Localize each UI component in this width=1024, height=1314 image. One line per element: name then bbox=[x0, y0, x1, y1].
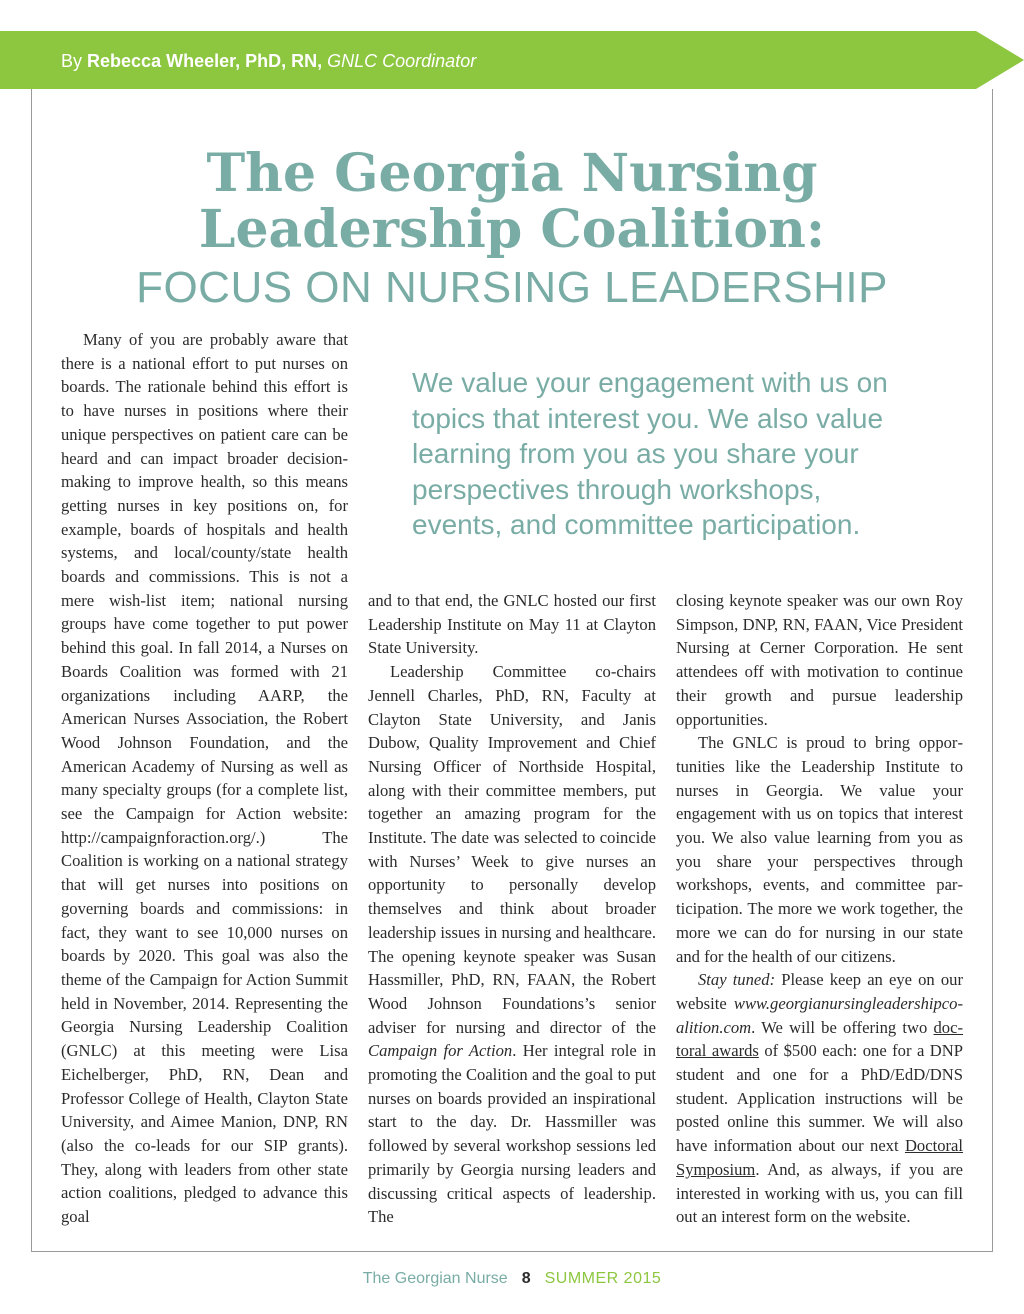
byline-by: By bbox=[61, 51, 83, 71]
pull-quote: We value your engagement with us on topics that interest you. We also value learning from you as you share your perspectives through workshops, events, and committee participation. bbox=[412, 367, 888, 540]
campaign-for-action-italic: Campaign for Action bbox=[368, 1041, 513, 1061]
column2-text-b: . Her integral role in promoting the Coalition and the goal to put nurses on boards provided an inspirational start to the day. Dr. Hassmiller was followed by several workshop sessions led primarily by Georgia nursing leaders and discussing critical aspects of leadership. The bbox=[368, 1041, 656, 1227]
title-line-1: The Georgia Nursing bbox=[206, 143, 818, 204]
column2-text-a: Leadership Committee co-chairs Jennell Charles, PhD, RN, Faculty at Clayton State University, and Janis Dubow, Quality Improvement and Chief Nursing Officer of Northside Hospital, along with their committee members, put together an amazing program for the Institute. The date was selected to coincide with Nurses’ Week to give nurses an opportunity to personally develop themselves and think about broader leadership issues in nursing and healthcare. The opening keynote speaker was Susan Hassmiller, PhD, RN, FAAN, the Robert Wood Johnson Foundations’s senior adviser for nursing and director of the bbox=[368, 662, 656, 1037]
column2-paragraph-1: and to that end, the GNLC hosted our first Leadership Institute on May 11 at Clayton State University. bbox=[368, 591, 656, 658]
column3-text-c: of $500 each: one for a DNP student and one for a PhD/EdD/DNS student. Application instructions will be posted online this summer. We will also have information about our next bbox=[676, 1041, 963, 1156]
byline-role: GNLC Coordinator bbox=[327, 51, 477, 71]
column3-text-b: . We will be offering two bbox=[751, 1017, 934, 1037]
website-url-link[interactable]: www.georgianursingleadershipcoalition.com bbox=[676, 993, 963, 1037]
column3-text-a: Please keep an eye on our website bbox=[676, 970, 963, 1013]
column2-paragraph-2 bbox=[368, 660, 656, 1229]
column1-paragraph: Many of you are probably aware that there is a national effort to put nurses on boards. The rationale behind this effort is to have nurses in positions where their unique perspectives on patient care can be heard and can impact broader decision-making to improve health, so this means getting nurses in key positions on, for example, boards of hospitals and health systems, and local/county/state health boards and commissions. This is not a mere wish-list item; national nursing groups have come together to put power behind this goal. In fall 2014, a Nurses on Boards Coalition was formed with 21 organizations including AARP, the American Nurses Association, the Robert Wood Johnson Foundation, and the American Academy of Nursing as well as many specialty groups (for a complete list, see the Campaign for Action website: http://campaignforaction.org/.) The Coalition is working on a national strategy that will get nurses into positions on governing boards and commissions: in fact, they want to see 10,000 nurses on boards by 2020. This goal was also the theme of the Campaign for Action Summit held in November, 2014. Representing the Georgia Nursing Leadership Coalition (GNLC) at this meeting were Lisa Eichelberger, PhD, RN, Dean and Professor College of Health, Clayton State University, and Aimee Manion, DNP, RN (also the co-leads for our SIP grants). They, along with leaders from other state action coalitions, pledged to advance this goal bbox=[61, 330, 348, 1227]
column3-paragraph-1: closing keynote speaker was our own Roy Simpson, DNP, RN, FAAN, Vice President Nursing at Cerner Corporation. He sent attendees off with motivation to continue their growth and pursue leadership opportunities. bbox=[676, 591, 963, 729]
stay-tuned-lead: Stay tuned: bbox=[698, 970, 776, 990]
body-column-2 bbox=[368, 589, 656, 1229]
column3-text-d: . And, as always, if you are interested in working with us, you can fill out an interest form on the website. bbox=[676, 1159, 963, 1227]
body-column-1 bbox=[61, 328, 348, 1229]
body-column-3 bbox=[676, 589, 963, 1229]
footer-page-number: 8 bbox=[521, 1270, 531, 1287]
doctoral-symposium-link[interactable]: Doctoral Symposium bbox=[676, 1136, 963, 1179]
column3-paragraph-3 bbox=[676, 968, 963, 1229]
byline-author: Rebecca Wheeler, PhD, RN, bbox=[87, 51, 323, 71]
footer-issue: SUMMER 2015 bbox=[544, 1270, 662, 1287]
page-footer bbox=[0, 1266, 1024, 1292]
column3-paragraph-2: The GNLC is proud to bring opportunities like the Leadership Institute to nurses in Georgia. We value your engagement with us on topics that interest you. We also value learning from you as you share your perspectives through workshops, events, and committee participation. The more we work together, the more we can do for nursing in our state and for the health of our citizens. bbox=[676, 733, 963, 966]
doctoral-awards-link[interactable]: doctoral awards bbox=[676, 1017, 963, 1061]
article-subtitle: FOCUS ON NURSING LEADERSHIP bbox=[136, 263, 888, 312]
footer-publication: The Georgian Nurse bbox=[362, 1270, 508, 1287]
title-line-2: Leadership Coalition: bbox=[198, 199, 826, 260]
byline bbox=[61, 48, 476, 74]
